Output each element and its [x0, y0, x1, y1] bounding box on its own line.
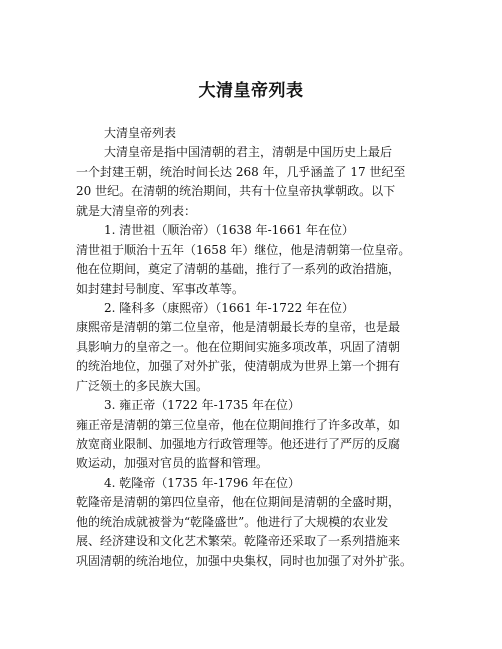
text-line: 3. 雍正帝（1722 年-1735 年在位）	[104, 398, 301, 413]
document-title: 大清皇帝列表	[198, 81, 304, 101]
text-line: 广泛领土的多民族大国。	[76, 378, 209, 393]
text-line: 雍正帝是清朝的第三位皇帝，他在位期间推行了许多改革，如	[76, 417, 401, 432]
text-line: 20 世纪。在清朝的统治期间，共有十位皇帝执掌朝政。以下	[76, 184, 396, 199]
text-line: 具影响力的皇帝之一。他在位期间实施多项改革，巩固了清朝	[76, 339, 401, 354]
text-line: 放宽商业限制、加强地方行政管理等。他还进行了严厉的反腐	[76, 437, 401, 451]
text-line: 康熙帝是清朝的第二位皇帝，他是清朝最长寿的皇帝，也是最	[76, 320, 401, 335]
text-line: 巩固清朝的统治地位，加强中央集权，同时也加强了对外扩张。	[76, 553, 413, 568]
text-line: 如封建封号制度、军事改革等。	[76, 281, 245, 296]
text-line: 大清皇帝列表	[104, 126, 177, 140]
text-line: 他在位期间，奠定了清朝的基础，推行了一系列的政治措施，	[76, 262, 401, 277]
text-line: 大清皇帝是指中国清朝的君主，清朝是中国历史上最后	[104, 145, 393, 160]
text-line: 展、经济建设和文化艺术繁荣。乾隆帝还采取了一系列措施来	[76, 534, 401, 549]
text-line: 一个封建王朝，统治时间长达 268 年，几乎涵盖了 17 世纪至	[76, 164, 406, 179]
text-line: 的统治地位，加强了对外扩张，使清朝成为世界上第一个拥有	[76, 359, 401, 374]
document-body	[76, 124, 444, 571]
text-line: 清世祖于顺治十五年（1658 年）继位，他是清朝第一位皇帝。	[76, 242, 411, 257]
text-line: 他的统治成就被誉为“乾隆盛世”。他进行了大规模的农业发	[76, 514, 389, 529]
text-line: 就是大清皇帝的列表：	[76, 203, 197, 218]
text-line: 1. 清世祖（顺治帝）（1638 年-1661 年在位）	[104, 223, 355, 238]
text-line: 乾隆帝是清朝的第四位皇帝，他在位期间是清朝的全盛时期，	[76, 495, 401, 510]
text-line: 败运动，加强对官员的监督和管理。	[76, 456, 269, 471]
text-line: 4. 乾隆帝（1735 年-1796 年在位）	[104, 475, 301, 490]
text-line: 2. 隆科多（康熙帝）（1661 年-1722 年在位）	[104, 300, 355, 315]
